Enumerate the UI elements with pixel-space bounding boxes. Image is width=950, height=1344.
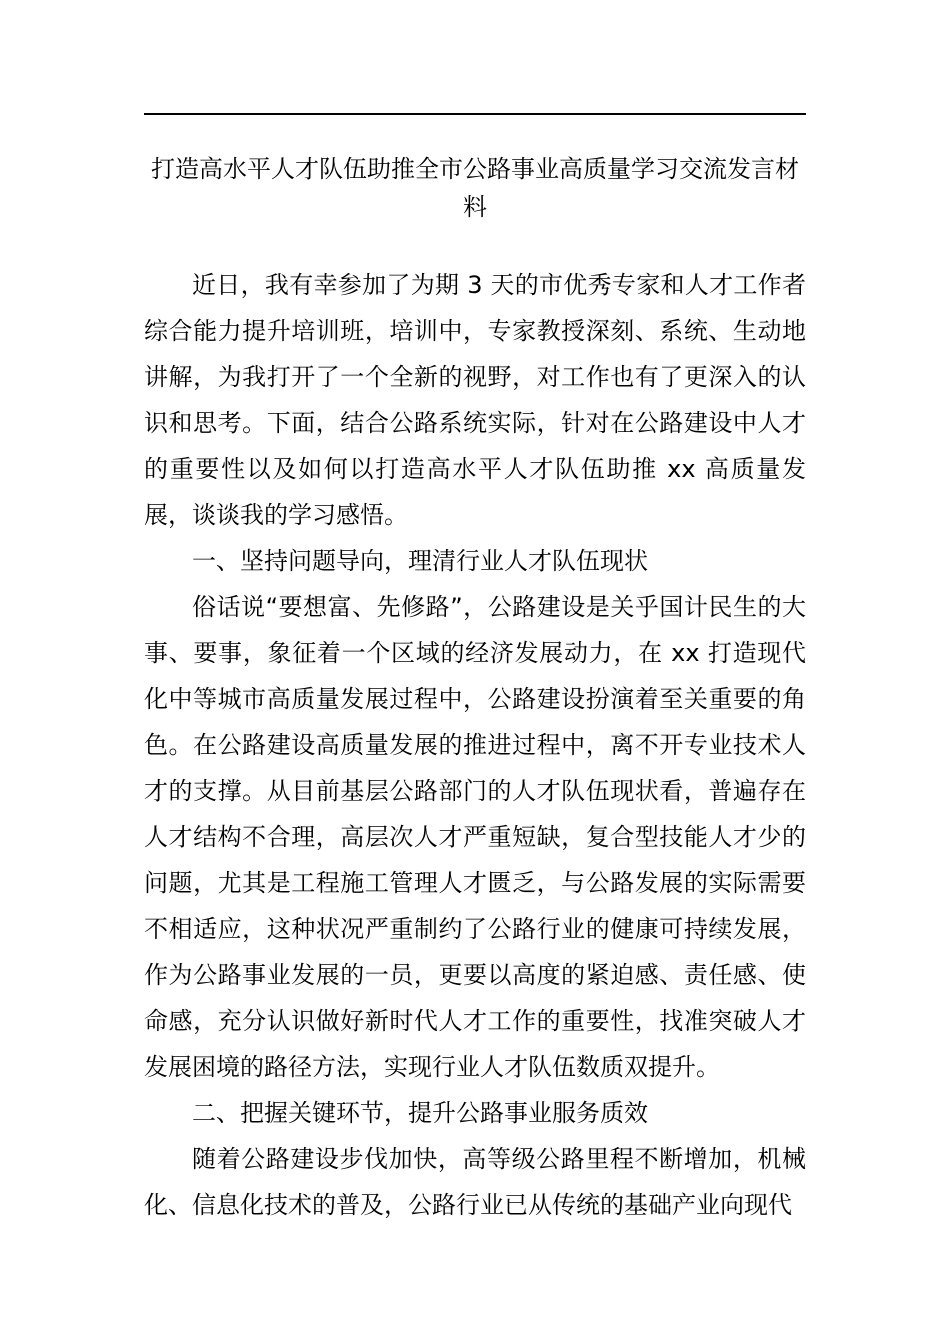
section-heading-1: 一、坚持问题导向，理清行业人才队伍现状: [192, 547, 648, 575]
section-heading-2: 二、把握关键环节，提升公路事业服务质效: [192, 1099, 648, 1127]
document-body: [144, 262, 806, 1228]
paragraph-section-2: 随着公路建设步伐加快，高等级公路里程不断增加，机械化、信息化技术的普及，公路行业已从传统的基础产业向现代: [144, 1145, 806, 1219]
header-rule: [144, 113, 806, 115]
document-title: 打造高水平人才队伍助推全市公路事业高质量学习交流发言材料: [151, 155, 799, 221]
paragraph-intro: 近日，我有幸参加了为期 3 天的市优秀专家和人才工作者综合能力提升培训班，培训中，专家教授深刻、系统、生动地讲解，为我打开了一个全新的视野，对工作也有了更深入的认识和思考。下面，结合公路系统实际，针对在公路建设中人才的重要性以及如何以打造高水平人才队伍助推 xx 高质量发展，谈谈我的学习感悟。: [144, 271, 806, 529]
paragraph-section-1: 俗话说“要想富、先修路”，公路建设是关乎国计民生的大事、要事，象征着一个区域的经济发展动力，在 xx 打造现代化中等城市高质量发展过程中，公路建设扮演着至关重要的角色。在公路建设高质量发展的推进过程中，离不开专业技术人才的支撑。从目前基层公路部门的人才队伍现状看，普遍存在人才结构不合理，高层次人才严重短缺，复合型技能人才少的问题，尤其是工程施工管理人才匮乏，与公路发展的实际需要不相适应，这种状况严重制约了公路行业的健康可持续发展，作为公路事业发展的一员，更要以高度的紧迫感、责任感、使命感，充分认识做好新时代人才工作的重要性，找准突破人才发展困境的路径方法，实现行业人才队伍数质双提升。: [144, 593, 806, 1081]
